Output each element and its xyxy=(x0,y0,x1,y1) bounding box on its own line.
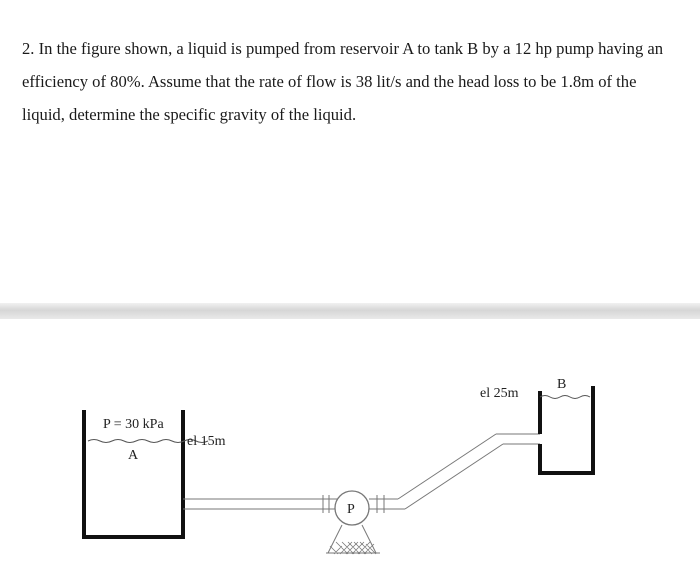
tank-elevation-label: el 25m xyxy=(480,386,519,401)
discharge-pipe xyxy=(369,434,540,513)
pump-label: P xyxy=(347,502,355,517)
tank-label: B xyxy=(557,377,567,392)
reservoir-elevation-label: el 15m xyxy=(187,434,226,449)
tank-water-surface xyxy=(540,396,590,399)
pump xyxy=(326,491,380,554)
suction-pipe xyxy=(183,495,338,513)
reservoir-label: A xyxy=(128,448,139,463)
problem-statement: 2. In the figure shown, a liquid is pumped from reservoir A to tank B by a 12 hp pump having an efficiency of 80%. Assume that the rate of flow is 38 lit/s and the head loss to be 1.8m of the liquid, determine the specific gravity of the liquid. xyxy=(22,39,664,124)
section-divider xyxy=(0,303,700,319)
pressure-label: P = 30 kPa xyxy=(103,417,164,432)
pump-system-diagram xyxy=(0,330,700,575)
tank-b xyxy=(540,386,593,473)
